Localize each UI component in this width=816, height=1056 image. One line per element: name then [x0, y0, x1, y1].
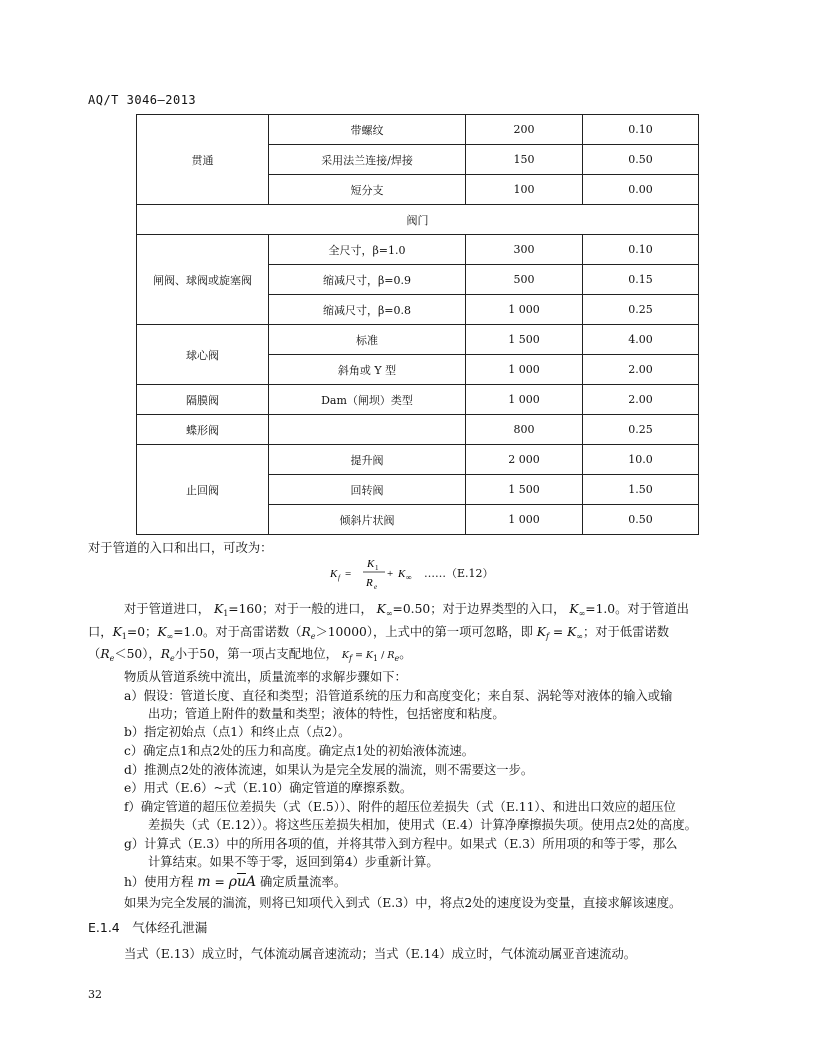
kinf-cell: 1.50 [583, 475, 699, 505]
steps-intro: 物质从管道系统中流出，质量流率的求解步骤如下： [124, 670, 407, 684]
fitting-type-cell: 贯通 [137, 115, 269, 205]
svg-text:K: K [330, 568, 338, 580]
fitting-item-cell: 提升阀 [269, 445, 466, 475]
step-d: d）推测点2处的液体流速，如果认为是完全发展的湍流，则不需要这一步。 [124, 763, 534, 777]
section-header-cell: 阀门 [137, 205, 699, 235]
table-section-row [137, 205, 699, 235]
kinf-cell: 10.0 [583, 445, 699, 475]
svg-text:K: K [398, 568, 406, 580]
kinf-cell: 0.50 [583, 505, 699, 535]
k1-cell: 300 [466, 235, 583, 265]
table-row [137, 445, 699, 475]
k1-cell: 500 [466, 265, 583, 295]
fitting-item-cell [269, 415, 466, 445]
paragraph-1: 对于管道进口， $K_1=160$；对于一般的进口， $K_\infty=0.50$；对于边界类型的入口， $K_\infty=1.0$。对于管道出 [124, 602, 689, 618]
k1-cell: 1 500 [466, 475, 583, 505]
svg-text:R: R [366, 577, 373, 589]
step-a-line2: 出功；管道上附件的数量和类型；液体的特性，包括密度和粘度。 [148, 707, 505, 721]
k1-cell: 1 000 [466, 295, 583, 325]
k1-cell: 1 000 [466, 385, 583, 415]
step-c: c）确定点1和点2处的压力和高度。确定点1处的初始液体流速。 [124, 744, 475, 758]
k1-cell: 200 [466, 115, 583, 145]
paragraph-3: $(R_e<50)$，$R_e$小于50，第一项占支配地位， $K_f = K_1 / R_e$。 [88, 647, 412, 663]
fittings-table [136, 114, 699, 535]
step-h: h）使用方程 $m = \rho\overline{u}A$ 确定质量流率。 [124, 874, 347, 890]
table-row [137, 235, 699, 265]
gas-note: 当式（E.13）成立时，气体流动属音速流动；当式（E.14）成立时，气体流动属亚音速流动。 [124, 947, 637, 961]
step-a-line1: a）假设：管道长度、直径和类型；沿管道系统的压力和高度变化；来自泵、涡轮等对液体的输入或输 [124, 689, 673, 703]
k1-cell: 1 000 [466, 355, 583, 385]
kinf-cell: 0.50 [583, 145, 699, 175]
svg-text:e: e [374, 583, 378, 591]
kinf-cell: 2.00 [583, 385, 699, 415]
k1-cell: 800 [466, 415, 583, 445]
table-row [137, 385, 699, 415]
k1-cell: 2 000 [466, 445, 583, 475]
equation-label: ……（E.12） [424, 567, 494, 580]
table-row [137, 115, 699, 145]
fitting-item-cell: 标准 [269, 325, 466, 355]
kinf-cell: 0.10 [583, 235, 699, 265]
fitting-item-cell: 采用法兰连接/焊接 [269, 145, 466, 175]
fitting-type-cell: 隔膜阀 [137, 385, 269, 415]
svg-text:1: 1 [375, 564, 379, 572]
k1-cell: 1 000 [466, 505, 583, 535]
fitting-item-cell: 短分支 [269, 175, 466, 205]
fitting-item-cell: 倾斜片状阀 [269, 505, 466, 535]
k1-cell: 150 [466, 145, 583, 175]
svg-text:K: K [367, 558, 375, 570]
fitting-item-cell: 回转阀 [269, 475, 466, 505]
kinf-cell: 2.00 [583, 355, 699, 385]
kinf-cell: 0.10 [583, 115, 699, 145]
svg-text:+: + [387, 568, 394, 580]
kinf-cell: 0.00 [583, 175, 699, 205]
section-heading: E.1.4 气体经孔泄漏 [88, 920, 208, 935]
page-number: 32 [88, 988, 102, 1001]
kinf-cell: 4.00 [583, 325, 699, 355]
step-f-line2: 差损失（式（E.12））。将这些压差损失相加，使用式（E.4）计算净摩擦损失项。使用点2处的高度。 [148, 818, 697, 832]
kinf-cell: 0.25 [583, 295, 699, 325]
turbulent-note: 如果为完全发展的湍流，则将已知项代入到式（E.3）中，将点2处的速度设为变量，直接求解该速度。 [124, 896, 682, 910]
fitting-type-cell: 蝶形阀 [137, 415, 269, 445]
table-row [137, 325, 699, 355]
step-g-line2: 计算结束。如果不等于零，返回到第4）步重新计算。 [148, 855, 439, 869]
fitting-item-cell: 带螺纹 [269, 115, 466, 145]
fitting-item-cell: 全尺寸，β=1.0 [269, 235, 466, 265]
fitting-item-cell: 缩减尺寸，β=0.9 [269, 265, 466, 295]
fitting-item-cell: 斜角或 Y 型 [269, 355, 466, 385]
intro-text: 对于管道的入口和出口，可改为： [88, 541, 273, 555]
kinf-cell: 0.15 [583, 265, 699, 295]
step-g-line1: g）计算式（E.3）中的所用各项的值，并将其带入到方程中。如果式（E.3）所用项的和等于零，那么 [124, 837, 678, 851]
k1-cell: 100 [466, 175, 583, 205]
svg-text:∞: ∞ [406, 573, 412, 582]
step-e: e）用式（E.6）~式（E.10）确定管道的摩擦系数。 [124, 781, 413, 795]
k1-cell: 1 500 [466, 325, 583, 355]
table-row [137, 415, 699, 445]
step-b: b）指定初始点（点1）和终止点（点2）。 [124, 725, 351, 739]
svg-text:f: f [338, 574, 340, 582]
paragraph-2: 口，$K_1=0$；$K_\infty=1.0$。对于高雷诺数$(R_e>10000)$，上式中的第一项可忽略，即 $K_f = K_\infty$；对于低雷诺数 [88, 625, 670, 641]
fitting-type-cell: 闸阀、球阀或旋塞阀 [137, 235, 269, 325]
fitting-type-cell: 球心阀 [137, 325, 269, 385]
equation-e12 [328, 556, 548, 594]
svg-text:=: = [345, 568, 352, 580]
kinf-cell: 0.25 [583, 415, 699, 445]
fitting-item-cell: Dam（闸坝）类型 [269, 385, 466, 415]
fitting-type-cell: 止回阀 [137, 445, 269, 535]
step-f-line1: f）确定管道的超压位差损失（式（E.5））、附件的超压位差损失（式（E.11）、和进出口效应的超压位 [124, 800, 676, 814]
fitting-item-cell: 缩减尺寸，β=0.8 [269, 295, 466, 325]
standard-code: AQ/T 3046—2013 [88, 93, 197, 107]
